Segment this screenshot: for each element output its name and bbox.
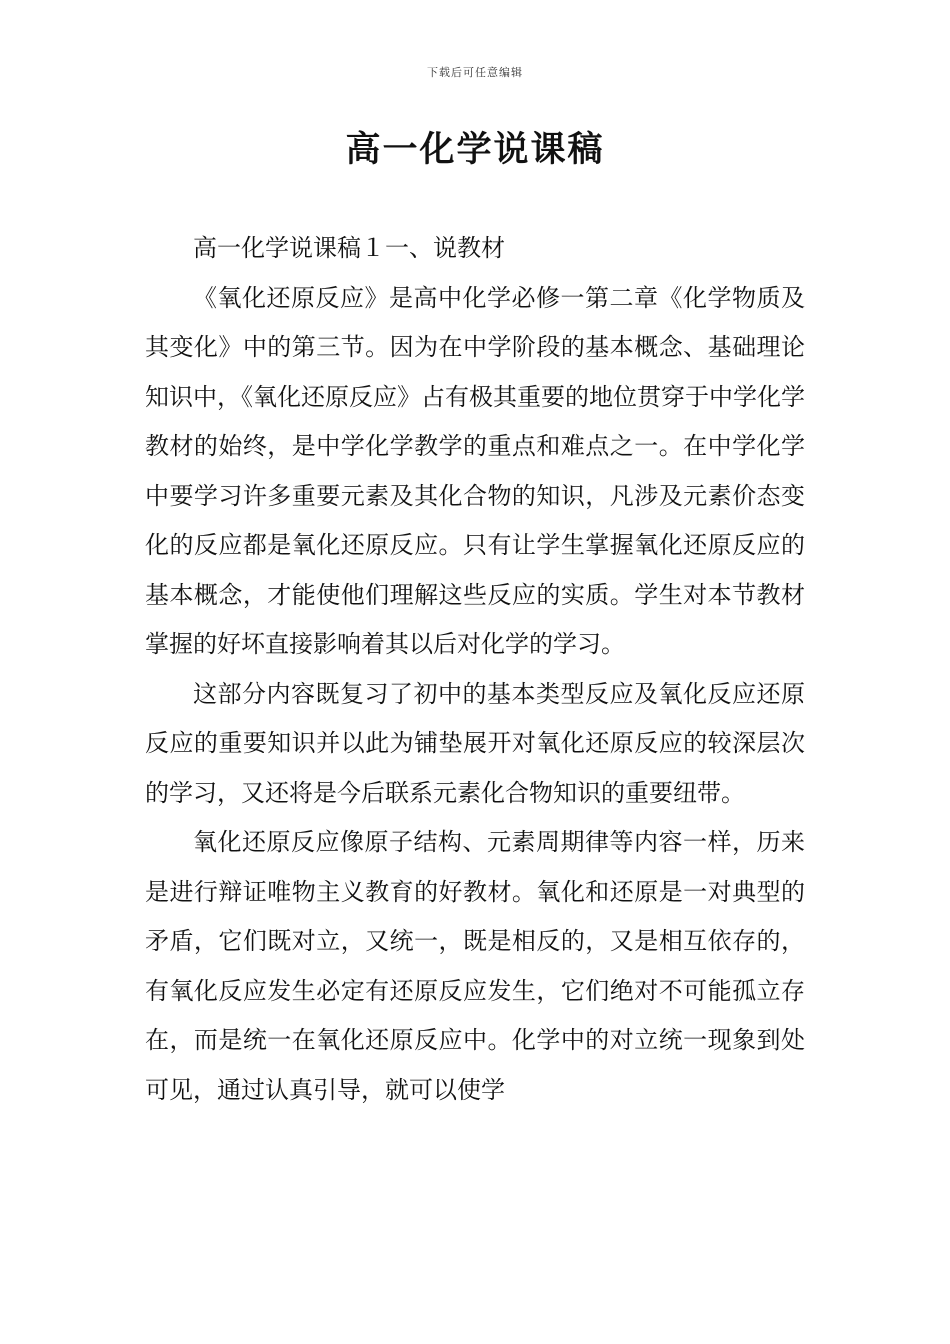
page-title: 高一化学说课稿 <box>345 130 605 170</box>
document-body <box>145 224 805 1115</box>
paragraph: 氧化还原反应像原子结构、元素周期律等内容一样，历来是进行辩证唯物主义教育的好教材。氧化和还原是一对典型的矛盾，它们既对立，又统一，既是相反的，又是相互依存的，有氧化反应发生必定有还原反应发生，它们绝对不可能孤立存在，而是统一在氧化还原反应中。化学中的对立统一现象到处可见，通过认真引导，就可以使学 <box>145 828 805 1104</box>
header-note: 下载后可任意编辑 <box>427 66 523 79</box>
paragraph: 这部分内容既复习了初中的基本类型反应及氧化反应还原反应的重要知识并以此为铺垫展开对氧化还原反应的较深层次的学习，又还将是今后联系元素化合物知识的重要纽带。 <box>145 679 805 807</box>
paragraph: 《氧化还原反应》是高中化学必修一第二章《化学物质及其变化》中的第三节。因为在中学阶段的基本概念、基础理论知识中，《氧化还原反应》占有极其重要的地位贯穿于中学化学教材的始终，是中学化学教学的重点和难点之一。在中学化学中要学习许多重要元素及其化合物的知识，凡涉及元素价态变化的反应都是氧化还原反应。只有让学生掌握氧化还原反应的基本概念，才能使他们理解这些反应的实质。学生对本节教材掌握的好坏直接影响着其以后对化学的学习。 <box>145 283 805 658</box>
paragraph-section-heading: 高一化学说课稿１一、说教材 <box>193 234 505 262</box>
